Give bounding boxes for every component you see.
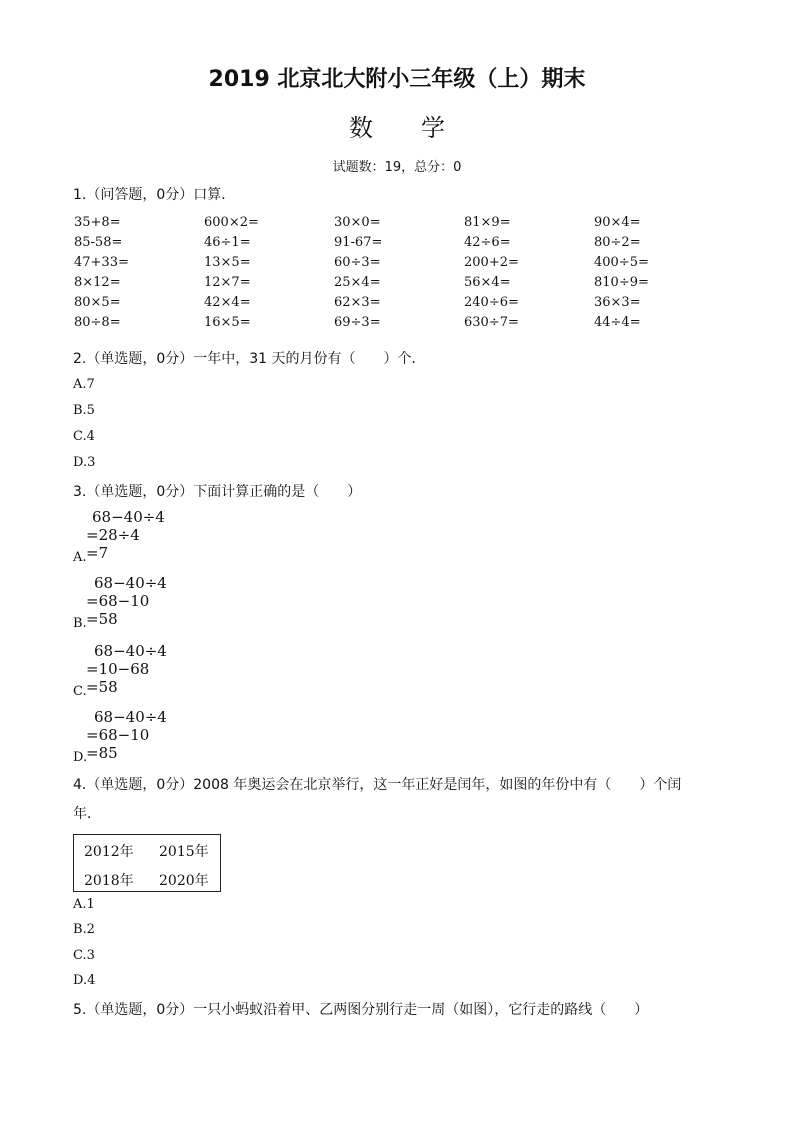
grid-cell: 56×4= — [464, 275, 511, 290]
grid-cell: 80×5= — [74, 295, 121, 310]
grid-cell: 80÷8= — [74, 315, 121, 330]
calc-line: 68−40÷4 — [92, 508, 165, 526]
grid-cell: 91-67= — [334, 235, 383, 250]
option-d-label[interactable]: D. — [73, 750, 88, 765]
option-b[interactable]: B.2 — [73, 922, 95, 937]
option-b[interactable]: B.5 — [73, 403, 95, 418]
calc-line: =68−10 — [86, 726, 150, 744]
grid-cell: 60÷3= — [334, 255, 381, 270]
option-a-label[interactable]: A. — [73, 550, 87, 565]
grid-cell: 240÷6= — [464, 295, 519, 310]
grid-cell: 42×4= — [204, 295, 251, 310]
question-2-text: 2.（单选题，0分）一年中，31 天的月份有（ ）个． — [73, 351, 426, 367]
grid-cell: 90×4= — [594, 215, 641, 230]
grid-cell: 12×7= — [204, 275, 251, 290]
grid-cell: 42÷6= — [464, 235, 511, 250]
question-5-text: 5.（单选题，0分）一只小蚂蚁沿着甲、乙两图分别行走一周（如图），它行走的路线（ ） — [73, 1002, 649, 1018]
year-cell: 2018年 — [84, 873, 134, 889]
grid-cell: 36×3= — [594, 295, 641, 310]
option-c[interactable]: C.3 — [73, 948, 95, 963]
calc-line: =58 — [86, 678, 118, 696]
option-a[interactable]: A.1 — [73, 897, 95, 912]
page-title: 2019 北京北大附小三年级（上）期末 — [208, 67, 586, 92]
calc-line: =58 — [86, 610, 118, 628]
exam-meta: 试题数：19，总分：0 — [332, 160, 462, 175]
grid-cell: 400÷5= — [594, 255, 649, 270]
calc-line: =68−10 — [86, 592, 150, 610]
option-a[interactable]: A.7 — [73, 377, 95, 392]
calc-line: 68−40÷4 — [94, 708, 167, 726]
grid-cell: 630÷7= — [464, 315, 519, 330]
grid-cell: 200+2= — [464, 255, 519, 270]
grid-cell: 46÷1= — [204, 235, 251, 250]
option-c-label[interactable]: C. — [73, 684, 87, 699]
grid-cell: 13×5= — [204, 255, 251, 270]
option-b-label[interactable]: B. — [73, 616, 87, 631]
option-c[interactable]: C.4 — [73, 429, 95, 444]
calc-line: =28÷4 — [86, 526, 140, 544]
grid-cell: 16×5= — [204, 315, 251, 330]
calc-line: 68−40÷4 — [94, 574, 167, 592]
question-4-text-cont: 年． — [73, 806, 101, 822]
question-4-text: 4.（单选题，0分）2008 年奥运会在北京举行，这一年正好是闰年，如图的年份中有（ ）个闰 — [73, 777, 682, 793]
option-d[interactable]: D.4 — [73, 973, 96, 988]
grid-cell: 44÷4= — [594, 315, 641, 330]
grid-cell: 600×2= — [204, 215, 259, 230]
question-3-text: 3.（单选题，0分）下面计算正确的是（ ） — [73, 484, 362, 500]
grid-cell: 8×12= — [74, 275, 121, 290]
subject-title: 数 学 — [349, 114, 445, 142]
year-cell: 2020年 — [159, 873, 209, 889]
option-d[interactable]: D.3 — [73, 455, 96, 470]
grid-cell: 62×3= — [334, 295, 381, 310]
calc-line: 68−40÷4 — [94, 642, 167, 660]
grid-cell: 85-58= — [74, 235, 123, 250]
grid-cell: 25×4= — [334, 275, 381, 290]
year-table — [73, 834, 221, 892]
grid-cell: 69÷3= — [334, 315, 381, 330]
year-cell: 2015年 — [159, 844, 209, 860]
grid-cell: 80÷2= — [594, 235, 641, 250]
grid-cell: 47+33= — [74, 255, 129, 270]
grid-cell: 810÷9= — [594, 275, 649, 290]
calc-line: =85 — [86, 744, 118, 762]
grid-cell: 35+8= — [74, 215, 121, 230]
grid-cell: 81×9= — [464, 215, 511, 230]
question-1-text: 1.（问答题，0分）口算． — [73, 187, 236, 203]
calc-line: =7 — [86, 544, 109, 562]
mental-math-grid — [74, 213, 734, 333]
calc-line: =10−68 — [86, 660, 150, 678]
year-cell: 2012年 — [84, 844, 134, 860]
grid-cell: 30×0= — [334, 215, 381, 230]
